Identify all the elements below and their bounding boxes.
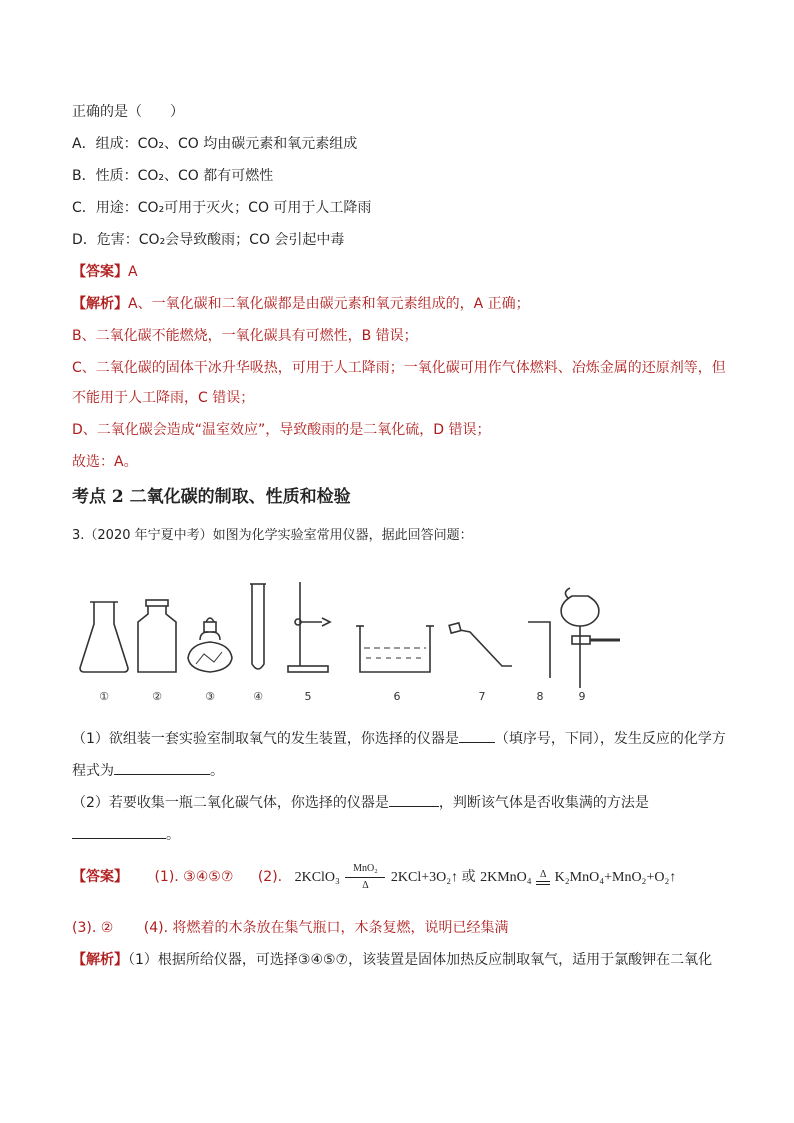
q3-part2-line2: 。 — [72, 824, 180, 845]
analysis-label: 【解析】 — [72, 296, 128, 312]
q2-stem-tail: 正确的是（ ） — [72, 104, 184, 120]
bent-tube-icon — [528, 622, 550, 678]
q2-analysis-line-4: 不能用于人工降雨，C 错误； — [72, 390, 255, 406]
answer-part-1: (1). ③④⑤⑦ — [154, 869, 234, 885]
q2-analysis-line-2: B、二氧化碳不能燃烧，一氧化碳具有可燃性，B 错误； — [72, 328, 418, 344]
iron-stand-icon — [288, 582, 330, 672]
q2-analysis-line-6: 故选：A。 — [72, 454, 138, 470]
q3-part2-line1: （2）若要收集一瓶二氧化碳气体，你选择的仪器是 ，判断该气体是否收集满的方法是 — [72, 792, 649, 813]
answer-part-3: (3). ② — [72, 920, 114, 936]
q3-part1-line1: （1）欲组装一套实验室制取氧气的发生装置，你选择的仪器是 （填序号，下同），发生反应的化学方 — [72, 728, 726, 749]
section-heading: 考点 2 二氧化碳的制取、性质和检验 — [72, 487, 351, 507]
q3-answer-line — [72, 862, 676, 898]
alcohol-lamp-icon — [188, 618, 232, 672]
answer-blank-4[interactable] — [72, 824, 166, 839]
q3-stem: 3.（2020 年宁夏中考）如图为化学实验室常用仪器，据此回答问题： — [72, 528, 473, 543]
answer-part-2-label: (2). — [257, 869, 283, 885]
answer-blank-2[interactable] — [114, 760, 210, 775]
answer-label: 【答案】 — [72, 264, 128, 280]
apparatus-label-4: ④ — [253, 690, 263, 703]
gas-jar-icon — [138, 600, 176, 672]
answer-blank-1[interactable] — [459, 728, 495, 743]
apparatus-label-2: ② — [152, 690, 162, 703]
or-text: 或 — [461, 869, 476, 885]
answer-blank-3[interactable] — [389, 792, 439, 807]
separatory-funnel-icon — [561, 588, 620, 688]
apparatus-label-6: 6 — [393, 690, 401, 703]
q2-analysis-line-1: 【解析】A、一氧化碳和二氧化碳都是由碳元素和氧元素组成的，A 正确； — [72, 296, 530, 312]
q2-analysis-line-3: C、二氧化碳的固体干冰升华吸热，可用于人工降雨；一氧化碳可用作气体燃料、冶炼金属的还原剂等，但 — [72, 360, 726, 376]
apparatus-figure — [72, 578, 632, 708]
conical-flask-icon — [80, 602, 128, 672]
equation-kmno4: 2KMnO₄ Δ K₂MnO₄+MnO₂+O₂↑ — [480, 869, 677, 885]
answer-part-4: (4). 将燃着的木条放在集气瓶口，木条复燃，说明已经集满 — [143, 920, 509, 936]
q2-option-d: D．危害：CO₂会导致酸雨；CO 会引起中毒 — [72, 232, 345, 248]
q3-answer-line-2 — [72, 918, 508, 938]
apparatus-label-5: 5 — [304, 690, 312, 703]
equation-kclo3: 2KClO₃ MnO₂ Δ 2KCl+3O₂↑ — [294, 863, 459, 892]
answer-label: 【答案】 — [72, 869, 128, 885]
q2-answer — [72, 262, 138, 282]
delivery-tube-icon — [449, 623, 512, 666]
apparatus-label-9: 9 — [578, 690, 586, 703]
apparatus-label-3: ③ — [205, 690, 215, 703]
q3-analysis: 【解析】（1）根据所给仪器，可选择③④⑤⑦，该装置是固体加热反应制取氧气，适用于氯酸钾在二氧化 — [72, 952, 713, 968]
q2-option-a: A．组成：CO₂、CO 均由碳元素和氧元素组成 — [72, 136, 358, 152]
analysis-label: 【解析】 — [72, 952, 128, 968]
q2-option-b: B．性质：CO₂、CO 都有可燃性 — [72, 168, 274, 184]
q2-option-c: C．用途：CO₂可用于灭火；CO 可用于人工降雨 — [72, 200, 372, 216]
q3-part1-line2: 程式为 。 — [72, 760, 224, 781]
test-tube-icon — [250, 584, 266, 669]
apparatus-label-1: ① — [99, 690, 109, 703]
answer-value: A — [128, 264, 138, 280]
q2-analysis-line-5: D、二氧化碳会造成“温室效应”，导致酸雨的是二氧化硫，D 错误； — [72, 422, 491, 438]
apparatus-label-7: 7 — [478, 690, 486, 703]
apparatus-label-8: 8 — [536, 690, 544, 703]
water-trough-icon — [356, 626, 434, 672]
